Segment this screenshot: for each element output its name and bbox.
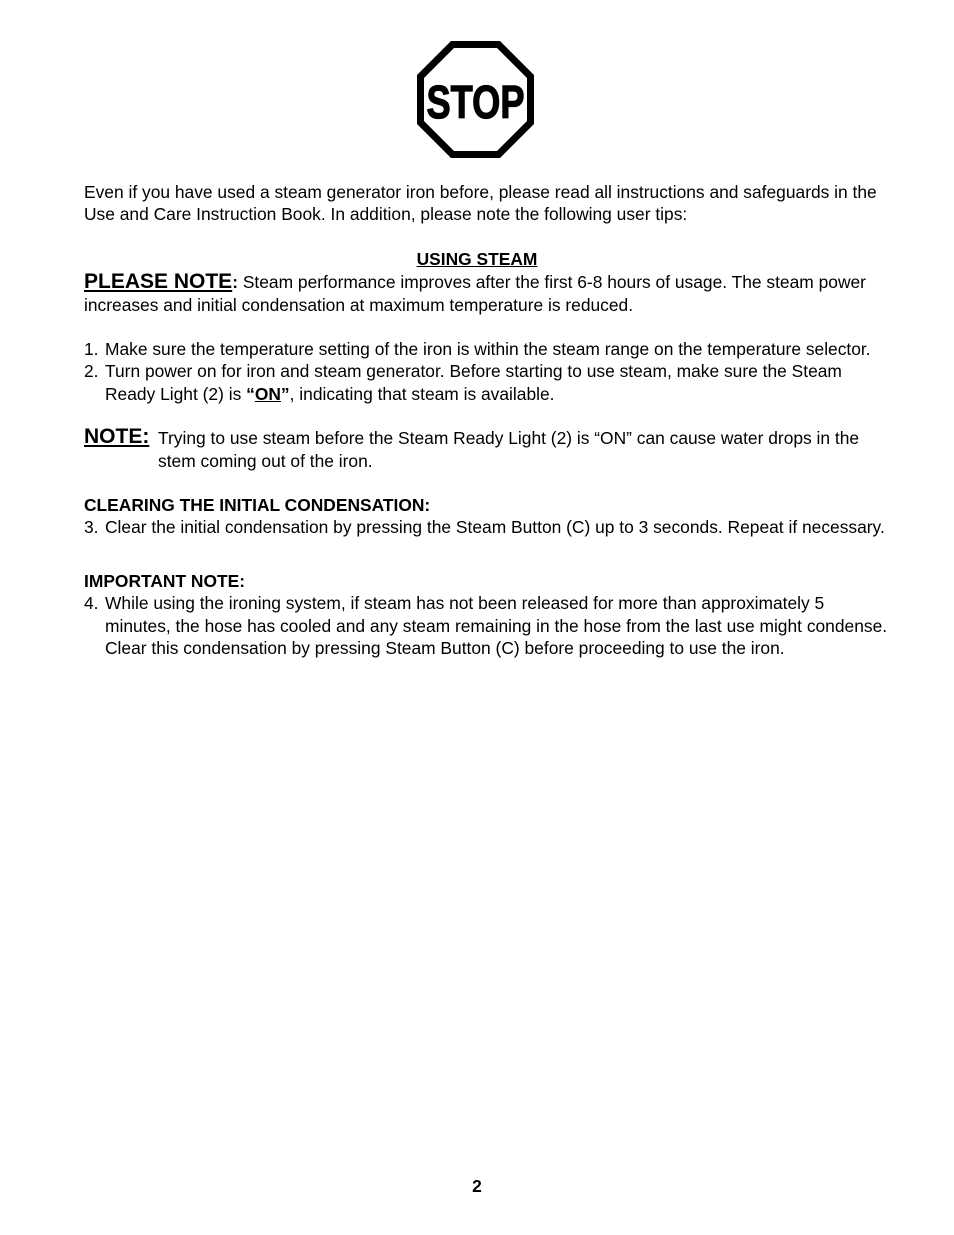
clearing-heading: CLEARING THE INITIAL CONDENSATION: <box>84 495 431 516</box>
important-note-heading: IMPORTANT NOTE: <box>84 570 246 591</box>
clearing-list <box>84 516 894 538</box>
stop-sign-icon <box>415 39 536 160</box>
step-text: While using the ironing system, if steam has not been released for more than approximately 5 minutes, the hose has cooled and any steam remaining in the hose from the last use might condense. Clear this condensation by pressing Steam Button (C) before proceeding to use the iron. <box>105 593 888 659</box>
step-number: 3. <box>84 517 99 538</box>
important-list <box>84 592 894 659</box>
page-number: 2 <box>472 1176 482 1196</box>
note-label: NOTE: <box>84 425 150 449</box>
steam-steps-list <box>84 338 894 405</box>
please-note-colon: : <box>232 272 238 293</box>
step-number: 1. <box>84 339 99 360</box>
note-text: Trying to use steam before the Steam Ready Light (2) is “ON” can cause water drops in the stem coming out of the iron. <box>158 428 860 471</box>
intro-paragraph: Even if you have used a steam generator iron before, please read all instructions and safeguards in the Use and Care Instruction Book. In addition, please note the following user tips: <box>84 182 877 225</box>
using-steam-title: USING STEAM <box>416 248 538 269</box>
please-note-text: Steam performance improves after the first 6-8 hours of usage. The steam power increases and initial condensation at maximum temperature is reduced. <box>84 272 866 315</box>
list-item <box>84 516 894 538</box>
step-text-after: , indicating that steam is available. <box>289 383 555 404</box>
list-item <box>84 360 894 405</box>
step-number: 4. <box>84 593 99 614</box>
document-body <box>84 181 894 660</box>
step-text: Clear the initial condensation by pressing the Steam Button (C) up to 3 seconds. Repeat if necessary. <box>105 517 885 538</box>
list-item <box>84 592 894 659</box>
step-text: Make sure the temperature setting of the iron is within the steam range on the temperature selector. <box>105 339 871 360</box>
list-item <box>84 338 894 360</box>
please-note-paragraph <box>84 271 894 316</box>
step-text-before: Turn power on for iron and steam generator. Before starting to use steam, make sure the Steam Ready Light (2) is <box>105 361 842 404</box>
on-indicator-text: “ON” <box>246 383 290 404</box>
please-note-label: PLEASE NOTE <box>84 270 233 294</box>
step-number: 2. <box>84 361 99 382</box>
note-block <box>84 427 894 472</box>
stop-sign-text: STOP <box>426 76 525 128</box>
